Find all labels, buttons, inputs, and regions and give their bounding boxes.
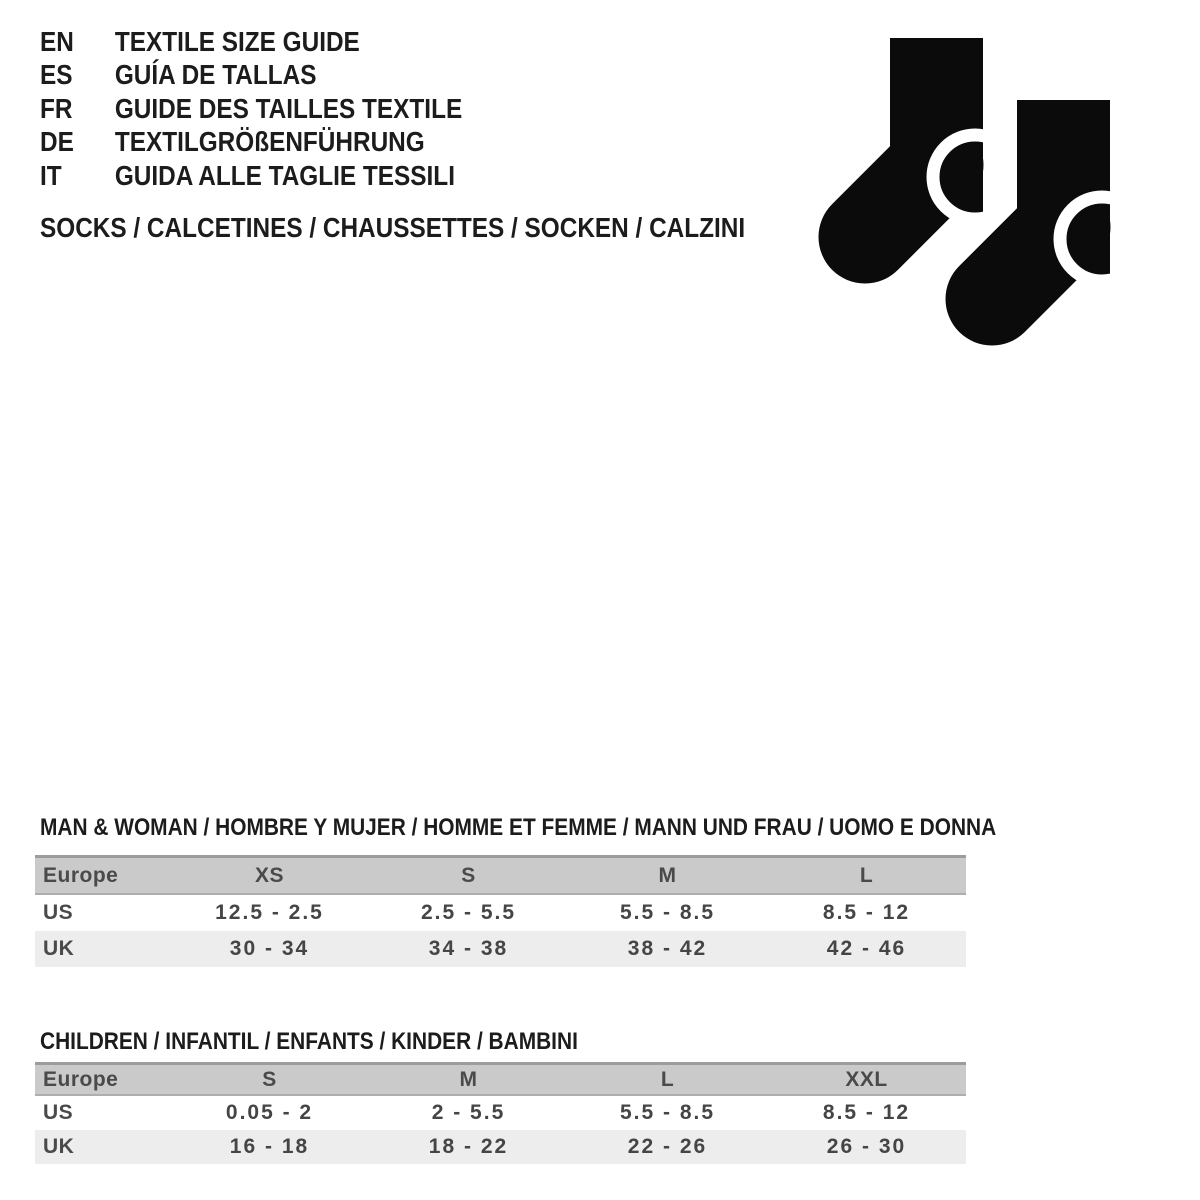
size-cell: 18 - 22 [428, 1135, 509, 1158]
size-cell: 42 - 46 [826, 937, 907, 960]
size-cell: 8.5 - 12 [822, 901, 911, 924]
size-cell: 5.5 - 8.5 [619, 901, 716, 924]
size-table-children [35, 1062, 966, 1164]
language-label: TEXTILE SIZE GUIDE [114, 26, 360, 57]
size-table-man-woman [35, 855, 966, 967]
size-cell: 30 - 34 [229, 937, 310, 960]
table-row-us [35, 895, 966, 931]
language-row [40, 27, 462, 60]
language-list [40, 27, 462, 194]
row-label: UK [43, 937, 75, 960]
header-cell-size: XS [254, 863, 284, 887]
size-cell: 22 - 26 [627, 1135, 708, 1158]
row-label: UK [43, 1135, 75, 1158]
language-code: DE [40, 126, 74, 158]
table-row-us [35, 1096, 966, 1130]
size-cell: 0.05 - 2 [225, 1101, 314, 1124]
table-title-man-woman: MAN & WOMAN / HOMBRE Y MUJER / HOMME ET FEMME / MANN UND FRAU / UOMO E DONNA [40, 814, 997, 841]
header-cell-size: M [459, 1067, 478, 1091]
row-label: US [43, 901, 74, 924]
language-code: ES [40, 59, 73, 91]
size-cell: 26 - 30 [826, 1135, 907, 1158]
language-label: GUÍA DE TALLAS [114, 59, 317, 91]
size-cell: 16 - 18 [229, 1135, 310, 1158]
row-label: US [43, 1101, 74, 1124]
size-cell: 34 - 38 [428, 937, 509, 960]
category-line: SOCKS / CALCETINES / CHAUSSETTES / SOCKEN / CALZINI [40, 212, 746, 243]
size-cell: 12.5 - 2.5 [215, 901, 324, 924]
size-cell: 2 - 5.5 [431, 1101, 506, 1124]
language-row [40, 60, 462, 93]
language-label: TEXTILGRÖßENFÜHRUNG [114, 126, 425, 158]
header-cell-size: L [859, 863, 874, 887]
size-cell: 2.5 - 5.5 [420, 901, 517, 924]
header-cell-size: M [658, 863, 677, 887]
language-code: EN [40, 26, 74, 57]
table-header-row [35, 855, 966, 895]
table-header-row [35, 1062, 966, 1096]
language-label: GUIDA ALLE TAGLIE TESSILI [114, 159, 455, 191]
table-title-children: CHILDREN / INFANTIL / ENFANTS / KINDER / BAMBINI [40, 1028, 578, 1055]
header-cell-size: L [660, 1067, 675, 1091]
language-code: FR [40, 92, 73, 124]
header-cell-size: XXL [845, 1067, 888, 1091]
socks-icon [815, 30, 1125, 350]
header-cell-region: Europe [43, 863, 119, 887]
size-cell: 38 - 42 [627, 937, 708, 960]
header-cell-region: Europe [43, 1067, 119, 1091]
header-cell-size: S [262, 1067, 277, 1091]
header-cell-size: S [461, 863, 476, 887]
language-row [40, 94, 462, 127]
sock-left-shape [865, 38, 1017, 237]
language-code: IT [40, 159, 62, 191]
language-row [40, 127, 462, 160]
table-row-uk [35, 931, 966, 967]
language-row [40, 161, 462, 194]
language-label: GUIDE DES TAILLES TEXTILE [114, 92, 463, 124]
table-row-uk [35, 1130, 966, 1164]
size-cell: 5.5 - 8.5 [619, 1101, 716, 1124]
size-cell: 8.5 - 12 [822, 1101, 911, 1124]
